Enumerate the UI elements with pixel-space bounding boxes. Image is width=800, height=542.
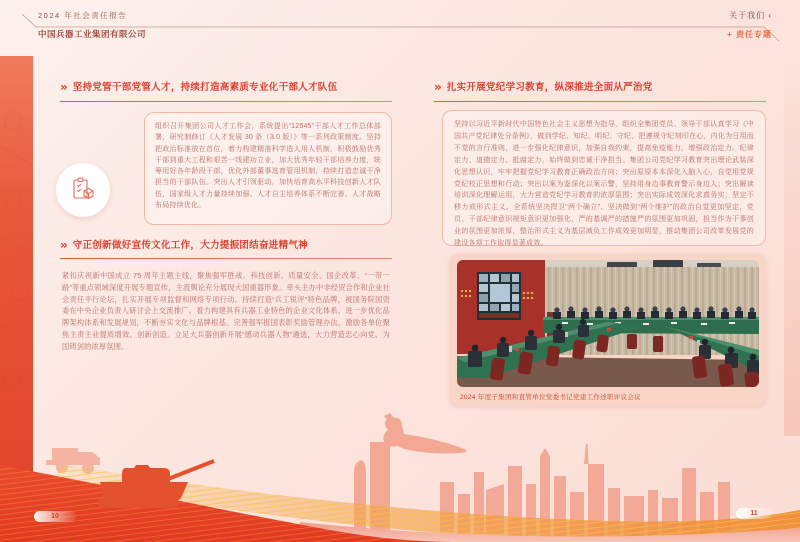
discipline-paragraph: 坚持以习近平新时代中国特色社会主义思想为指导，组织全集团党员、领导干部认真学习《中国共产党纪律处分条例》，做到学纪、知纪、明纪、守纪，把遵规守纪刻印在心，内化为日用而不觉的言行准则，进一步强化纪律意识，加强自我约束，提高免疫能力，增强政治定力、纪律定力、道德定力、抵腐定力，始终做到忠诚干净担当。集团公司党纪学习教育突出理论武装深化思想认识，牢牢把握党纪学习教育正确政治方向；突出原原本本深化入脑入心，自觉用党规党纪校正思想和行动；突出以案为鉴深化以案示警，坚持用身边事教育警示身边人；突出解读培训深化理解运用，大力营造党纪学习教育的浓厚氛围；突出实际成效深化求真务实，坚定不移力戒形式主义。全系统坚决捍卫“两个确立”、坚决做到“两个维护”的政治自觉更加坚定，党员、干部纪律意识规矩意识更加强化，严的基调严的措施严的氛围更加巩固，担当作为干事创业的氛围更加浓厚，整治形式主义为基层减负工作成效更加明显，推动集团公司改革发展党的建设各项工作取得显著成效。	[454, 121, 754, 248]
talent-paragraph: 组织召开集团公司人才工作会，系统提出“12545”干部人才工作总体部署，研究制修订《人才发展 30 条（3.0 版）》等一系列政策制度。坚持把政治标准放在首位，着力构建精准科学选人用人机制，积极鼓励优秀干部到重大工程和艰苦一线建功立业，加大优秀年轻干部培养力度，统筹用好各年龄段干部，优化外部董事选育管用机制，持续打造忠诚干净担当的干部队伍。突出人才引领驱动，加快培育高水平科技创新人才队伍，国家级人才力量持续加强、人才自主培养体系不断完善、人才战略布局持续优化。	[155, 123, 381, 210]
nav-about-us[interactable]: 关于我们 ‹	[729, 11, 772, 20]
culture-paragraph: 紧扣庆祝新中国成立 75 周年主题主线，聚焦强军胜战、科技创新、质量安全、国企改革、“一带一路”等重点领域深度开展专题宣传，主流舆论充分展现大国重器形象。牵头主办中非经贸合作和企业社会责任平行论坛，扎实开展专项监督和网络专项行动。持续打造“兵工锐评”特色品牌，被国务院国资委在中央企业负责人研讨会上交流推广。着力构建具有兵器工业特色的企业文化体系，进一步优化品牌架构体系和发展规划，不断夯实文化与品牌根基。完善强军报国表彰奖励管理办法，激励各单位聚焦主责主业提质增效、创新创造。立足大兵器创新开展“感动兵器人物”遴选，大力营造忠心向党、为国铸剑的浓厚氛围。	[62, 271, 390, 351]
section-marker-icon: »	[60, 80, 68, 94]
section-title: 守正创新做好宣传文化工作，大力提振团结奋进精气神	[72, 240, 308, 251]
right-page-column	[434, 0, 766, 401]
section-underline	[60, 101, 392, 102]
left-page-column	[60, 0, 392, 380]
section-marker-icon: »	[434, 80, 442, 94]
discipline-paragraph-box	[442, 110, 766, 246]
section-title: 扎实开展党纪学习教育，纵深推进全面从严治党	[446, 82, 653, 93]
talent-paragraph-box	[144, 112, 392, 225]
talent-icon-badge	[56, 163, 110, 217]
clipboard-cube-icon	[68, 175, 98, 205]
photo-caption: 2024 年度子集团和直管单位党委书记党建工作述职评议会议	[460, 394, 641, 401]
nav-responsibility-topic[interactable]: + 责任专题	[727, 30, 772, 39]
report-title: 2024 年社会责任报告	[38, 11, 128, 20]
footer-artwork	[0, 372, 800, 542]
page-number-left[interactable]: 10	[34, 511, 76, 522]
section-underline	[60, 258, 392, 259]
section-underline	[434, 101, 766, 102]
page-number-right[interactable]: 11	[736, 508, 772, 519]
chevron-left-icon: ‹	[768, 11, 772, 20]
section-marker-icon: »	[60, 238, 68, 252]
section-title: 坚持党管干部党管人才，持续打造高素质专业化干部人才队伍	[72, 82, 338, 93]
meeting-photo	[457, 260, 759, 387]
company-name: 中国兵器工业集团有限公司	[38, 29, 147, 39]
